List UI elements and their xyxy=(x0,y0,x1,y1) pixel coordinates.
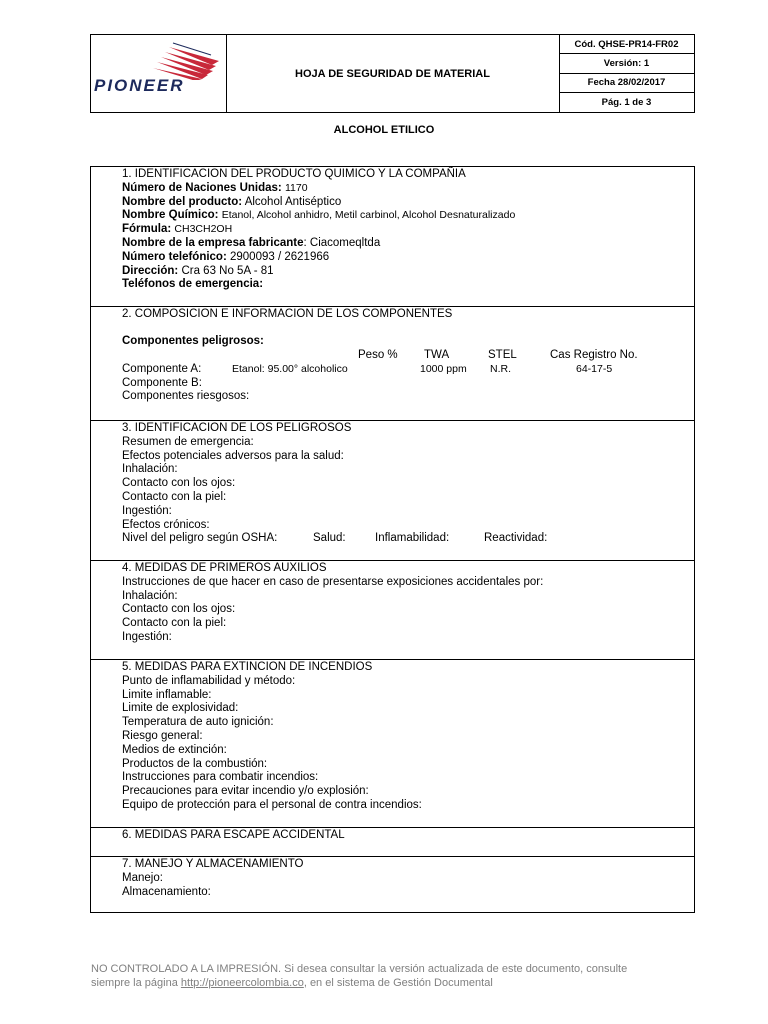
reactividad-label: Reactividad: xyxy=(484,532,548,545)
field-line: Temperatura de auto ignición: xyxy=(122,716,274,729)
col-twa: TWA xyxy=(424,348,450,361)
field-value: Etanol, Alcohol anhidro, Metil carbinol, Alcohol Desnaturalizado xyxy=(221,209,516,222)
doc-date: Fecha 28/02/2017 xyxy=(559,74,694,93)
pioneer-logo-icon xyxy=(91,35,226,80)
field-value: Ciacomeqltda xyxy=(309,236,381,249)
field-label: Fórmula: xyxy=(122,223,172,236)
field-line: Contacto con los ojos: xyxy=(122,477,236,490)
component-name: Etanol: 95.00° alcoholico xyxy=(232,362,348,375)
sections-table xyxy=(90,166,695,913)
field-line: Punto de inflamabilidad y método: xyxy=(122,674,296,687)
field-line: Equipo de protección para el personal de contra incendios: xyxy=(122,798,422,811)
col-cas: Cas Registro No. xyxy=(550,348,638,361)
components-risk: Componentes riesgosos: xyxy=(122,390,250,403)
document-header xyxy=(90,34,695,113)
section-7 xyxy=(91,857,694,912)
field-value: 2900093 / 2621966 xyxy=(230,250,330,263)
section-heading: 1. IDENTIFICACION DEL PRODUCTO QUIMICO Y LA COMPAÑIA xyxy=(122,168,466,180)
component-label: Componente A: xyxy=(122,362,202,375)
doc-version: Versión: 1 xyxy=(559,54,694,73)
field-label: Nombre de la empresa fabricante xyxy=(122,236,304,249)
component-b: Componente B: xyxy=(122,376,202,389)
section-heading: 3. IDENTIFICACION DE LOS PELIGROSOS xyxy=(122,422,352,434)
field-value: Cra 63 No 5A - 81 xyxy=(181,264,274,277)
footer-notice: NO CONTROLADO A LA IMPRESIÓN. Si desea consultar la versión actualizada de este documento, consulte xyxy=(91,963,628,975)
field-value: Alcohol Antiséptico xyxy=(244,195,342,208)
section-heading: 2. COMPOSICION E INFORMACION DE LOS COMPONENTES xyxy=(122,308,453,320)
section-2 xyxy=(91,307,694,421)
field-line: Ingestión: xyxy=(122,630,172,643)
field-line: Manejo: xyxy=(122,871,163,884)
field-line: Precauciones para evitar incendio y/o explosión: xyxy=(122,785,369,798)
field-line: Almacenamiento: xyxy=(122,885,211,898)
field-line: Contacto con la piel: xyxy=(122,490,227,503)
section-3 xyxy=(91,421,694,561)
osha-row xyxy=(122,532,694,546)
section-heading: 7. MANEJO Y ALMACENAMIENTO xyxy=(122,858,304,870)
field-label: Número telefónico: xyxy=(122,250,227,263)
salud-label: Salud: xyxy=(313,532,346,545)
section-heading: 4. MEDIDAS DE PRIMEROS AUXILIOS xyxy=(122,562,327,574)
component-cas: 64-17-5 xyxy=(576,362,613,375)
logo-text: PIONEER xyxy=(94,76,185,95)
component-a-row xyxy=(122,363,694,377)
field-line: Efectos crónicos: xyxy=(122,518,210,531)
section-5 xyxy=(91,660,694,828)
component-twa: 1000 ppm xyxy=(420,362,467,375)
page-footer xyxy=(91,962,627,990)
field-line: Contacto con la piel: xyxy=(122,617,227,630)
inflamabilidad-label: Inflamabilidad: xyxy=(375,532,450,545)
field-label: Nombre Químico: xyxy=(122,209,219,222)
header-meta xyxy=(559,35,694,112)
section-heading: 5. MEDIDAS PARA EXTINCION DE INCENDIOS xyxy=(122,661,373,673)
field-line: Medios de extinción: xyxy=(122,743,227,756)
field-line: Contacto con los ojos: xyxy=(122,603,236,616)
field-value: 1170 xyxy=(284,181,308,194)
footer-line2 xyxy=(91,976,627,990)
doc-page: Pág. 1 de 3 xyxy=(601,96,652,108)
components-header xyxy=(122,349,694,363)
header-title: HOJA DE SEGURIDAD DE MATERIAL xyxy=(226,35,560,112)
doc-code: Cód. QHSE-PR14-FR02 xyxy=(559,35,694,54)
field-line: Limite inflamable: xyxy=(122,688,212,701)
field-line: Efectos potenciales adversos para la salud: xyxy=(122,449,344,462)
osha-label: Nivel del peligro según OSHA: xyxy=(122,532,278,545)
section-1: 1. IDENTIFICACION DEL PRODUCTO QUIMICO Y LA COMPAÑIA Número de Naciones Unidas: 1170 Nombre del producto: Alcohol Antiséptico Nombre Químico: Etanol, Alcohol anhidro, Metil carbinol, Alcohol Desnaturalizado Fórmula: CH3CH2OH Nombre de la empresa fabricante: Ciacomeqltda Número telefónico: 2900093 / 2621966 Dirección: Cra 63 No 5A - 81 Teléfonos de emergencia: xyxy=(91,167,694,307)
footer-text: siempre la página xyxy=(91,977,178,989)
logo-cell xyxy=(91,35,227,112)
page-title: ALCOHOL ETILICO xyxy=(333,124,435,136)
footer-link[interactable]: http://pioneercolombia.co xyxy=(180,977,304,989)
field-line: Resumen de emergencia: xyxy=(122,435,254,448)
field-line: Productos de la combustión: xyxy=(122,757,268,770)
footer-text: , en el sistema de Gestión Documental xyxy=(303,977,493,989)
field-line: Inhalación: xyxy=(122,589,178,602)
field-label: Teléfonos de emergencia: xyxy=(122,278,264,291)
section-heading: 6. MEDIDAS PARA ESCAPE ACCIDENTAL xyxy=(122,829,345,841)
component-stel: N.R. xyxy=(490,362,511,375)
section-6 xyxy=(91,828,694,857)
dangerous-components-label: Componentes peligrosos: xyxy=(122,334,264,347)
section-4 xyxy=(91,561,694,660)
field-line: Instrucciones para combatir incendios: xyxy=(122,771,319,784)
field-line: Limite de explosividad: xyxy=(122,702,239,715)
field-value: CH3CH2OH xyxy=(174,223,233,236)
field-line: Ingestión: xyxy=(122,504,172,517)
col-peso: Peso % xyxy=(358,348,398,361)
col-stel: STEL xyxy=(488,348,517,361)
field-label: Dirección: xyxy=(122,264,179,277)
field-label: Número de Naciones Unidas: xyxy=(122,181,282,194)
field-line: Instrucciones de que hacer en caso de presentarse exposiciones accidentales por: xyxy=(122,575,544,588)
field-line: Inhalación: xyxy=(122,463,178,476)
field-line: Riesgo general: xyxy=(122,729,203,742)
field-label: Nombre del producto: xyxy=(122,195,243,208)
